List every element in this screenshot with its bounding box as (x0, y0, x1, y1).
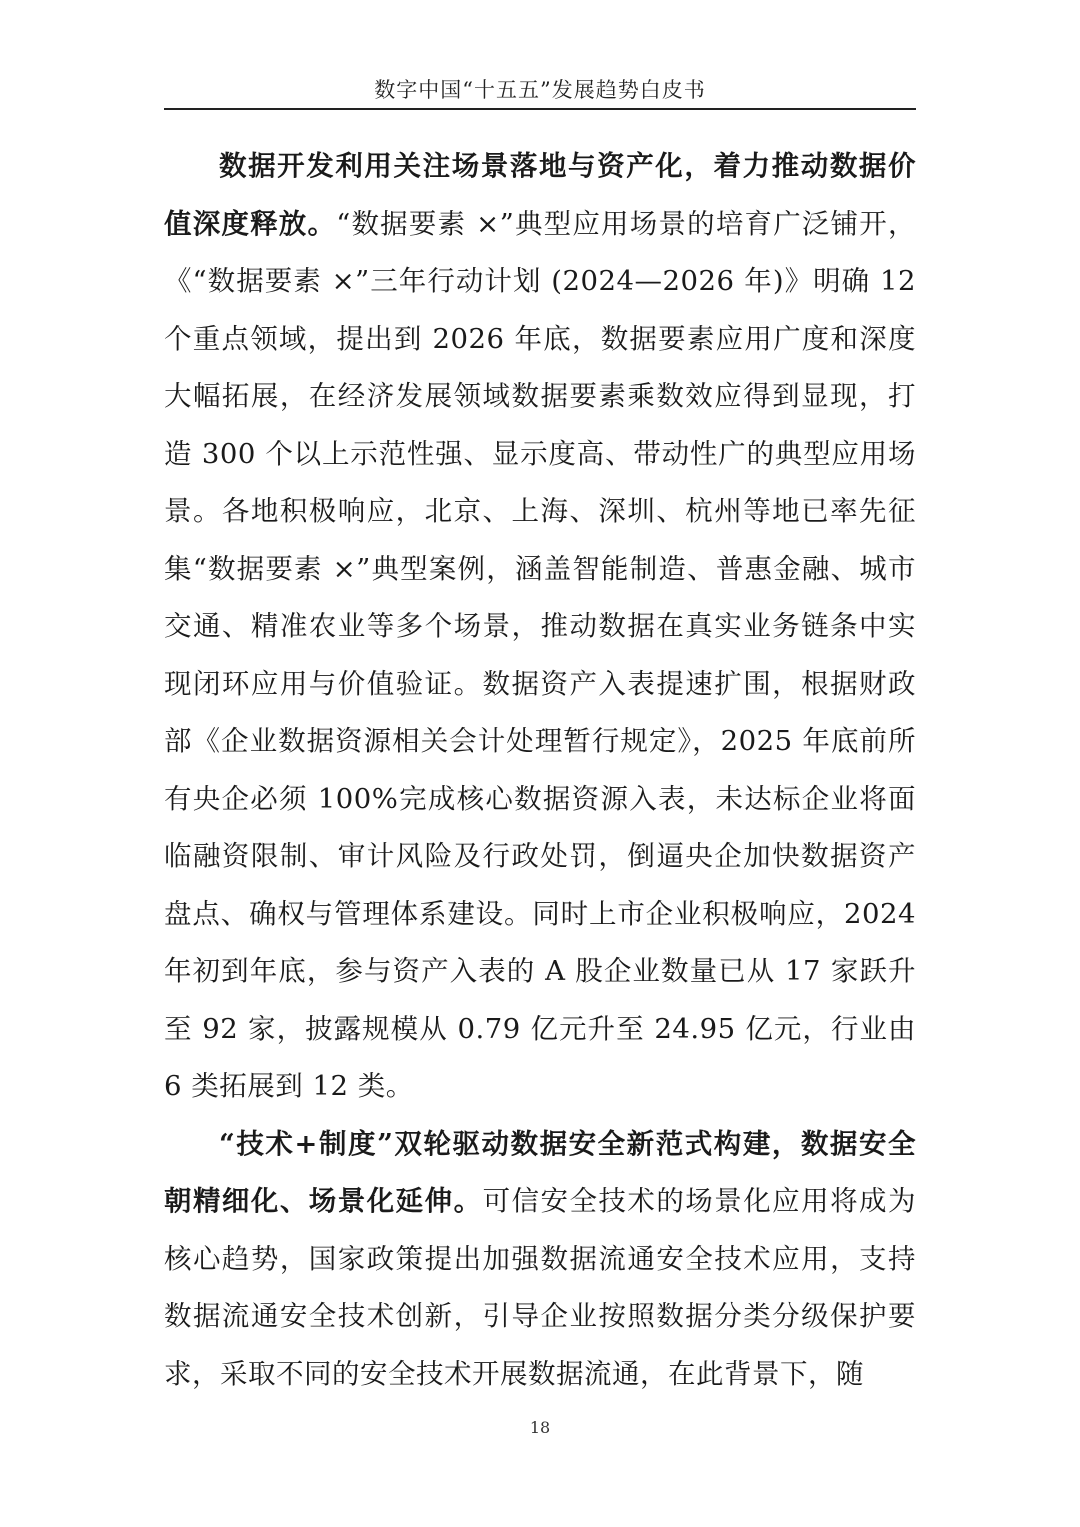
header-divider (164, 108, 916, 110)
document-body (164, 138, 916, 1403)
page-number: 18 (529, 1418, 551, 1437)
paragraph-data-security (164, 1116, 916, 1404)
paragraph-lead-heading: 数据开发利用关注场景落地与资产化，着力推动数据价值深度释放。 (164, 150, 916, 240)
paragraph-body-text: “数据要素 ×”典型应用场景的培育广泛铺开，《“数据要素 ×”三年行动计划 (2024—2026 年)》明确 12 个重点领域，提出到 2026 年底，数据要素应用广度和深度大幅拓展，在经济发展领域数据要素乘数效应得到显现，打造 300 个以上示范性强、显示度高、带动性广的典型应用场景。各地积极响应，北京、上海、深圳、杭州等地已率先征集“数据要素 ×”典型案例，涵盖智能制造、普惠金融、城市交通、精准农业等多个场景，推动数据在真实业务链条中实现闭环应用与价值验证。数据资产入表提速扩围，根据财政部《企业数据资源相关会计处理暂行规定》，2025 年底前所有央企必须 100%完成核心数据资源入表，未达标企业将面临融资限制、审计风险及行政处罚，倒逼央企加快数据资产盘点、确权与管理体系建设。同时上市企业积极响应，2024 年初到年底，参与资产入表的 A 股企业数量已从 17 家跃升至 92 家，披露规模从 0.79 亿元升至 24.95 亿元，行业由 6 类拓展到 12 类。 (164, 207, 917, 1102)
paragraph-body-text: 可信安全技术的场景化应用将成为核心趋势，国家政策提出加强数据流通安全技术应用，支持数据流通安全技术创新，引导企业按照数据分类分级保护要求，采取不同的安全技术开展数据流通，在此背景下，随 (164, 1185, 917, 1390)
paragraph-lead-heading: “技术+制度”双轮驱动数据安全新范式构建，数据安全朝精细化、场景化延伸。 (164, 1127, 916, 1217)
page-header-title: 数字中国“十五五”发展趋势白皮书 (374, 78, 706, 102)
paragraph-data-utilization (164, 138, 916, 1116)
